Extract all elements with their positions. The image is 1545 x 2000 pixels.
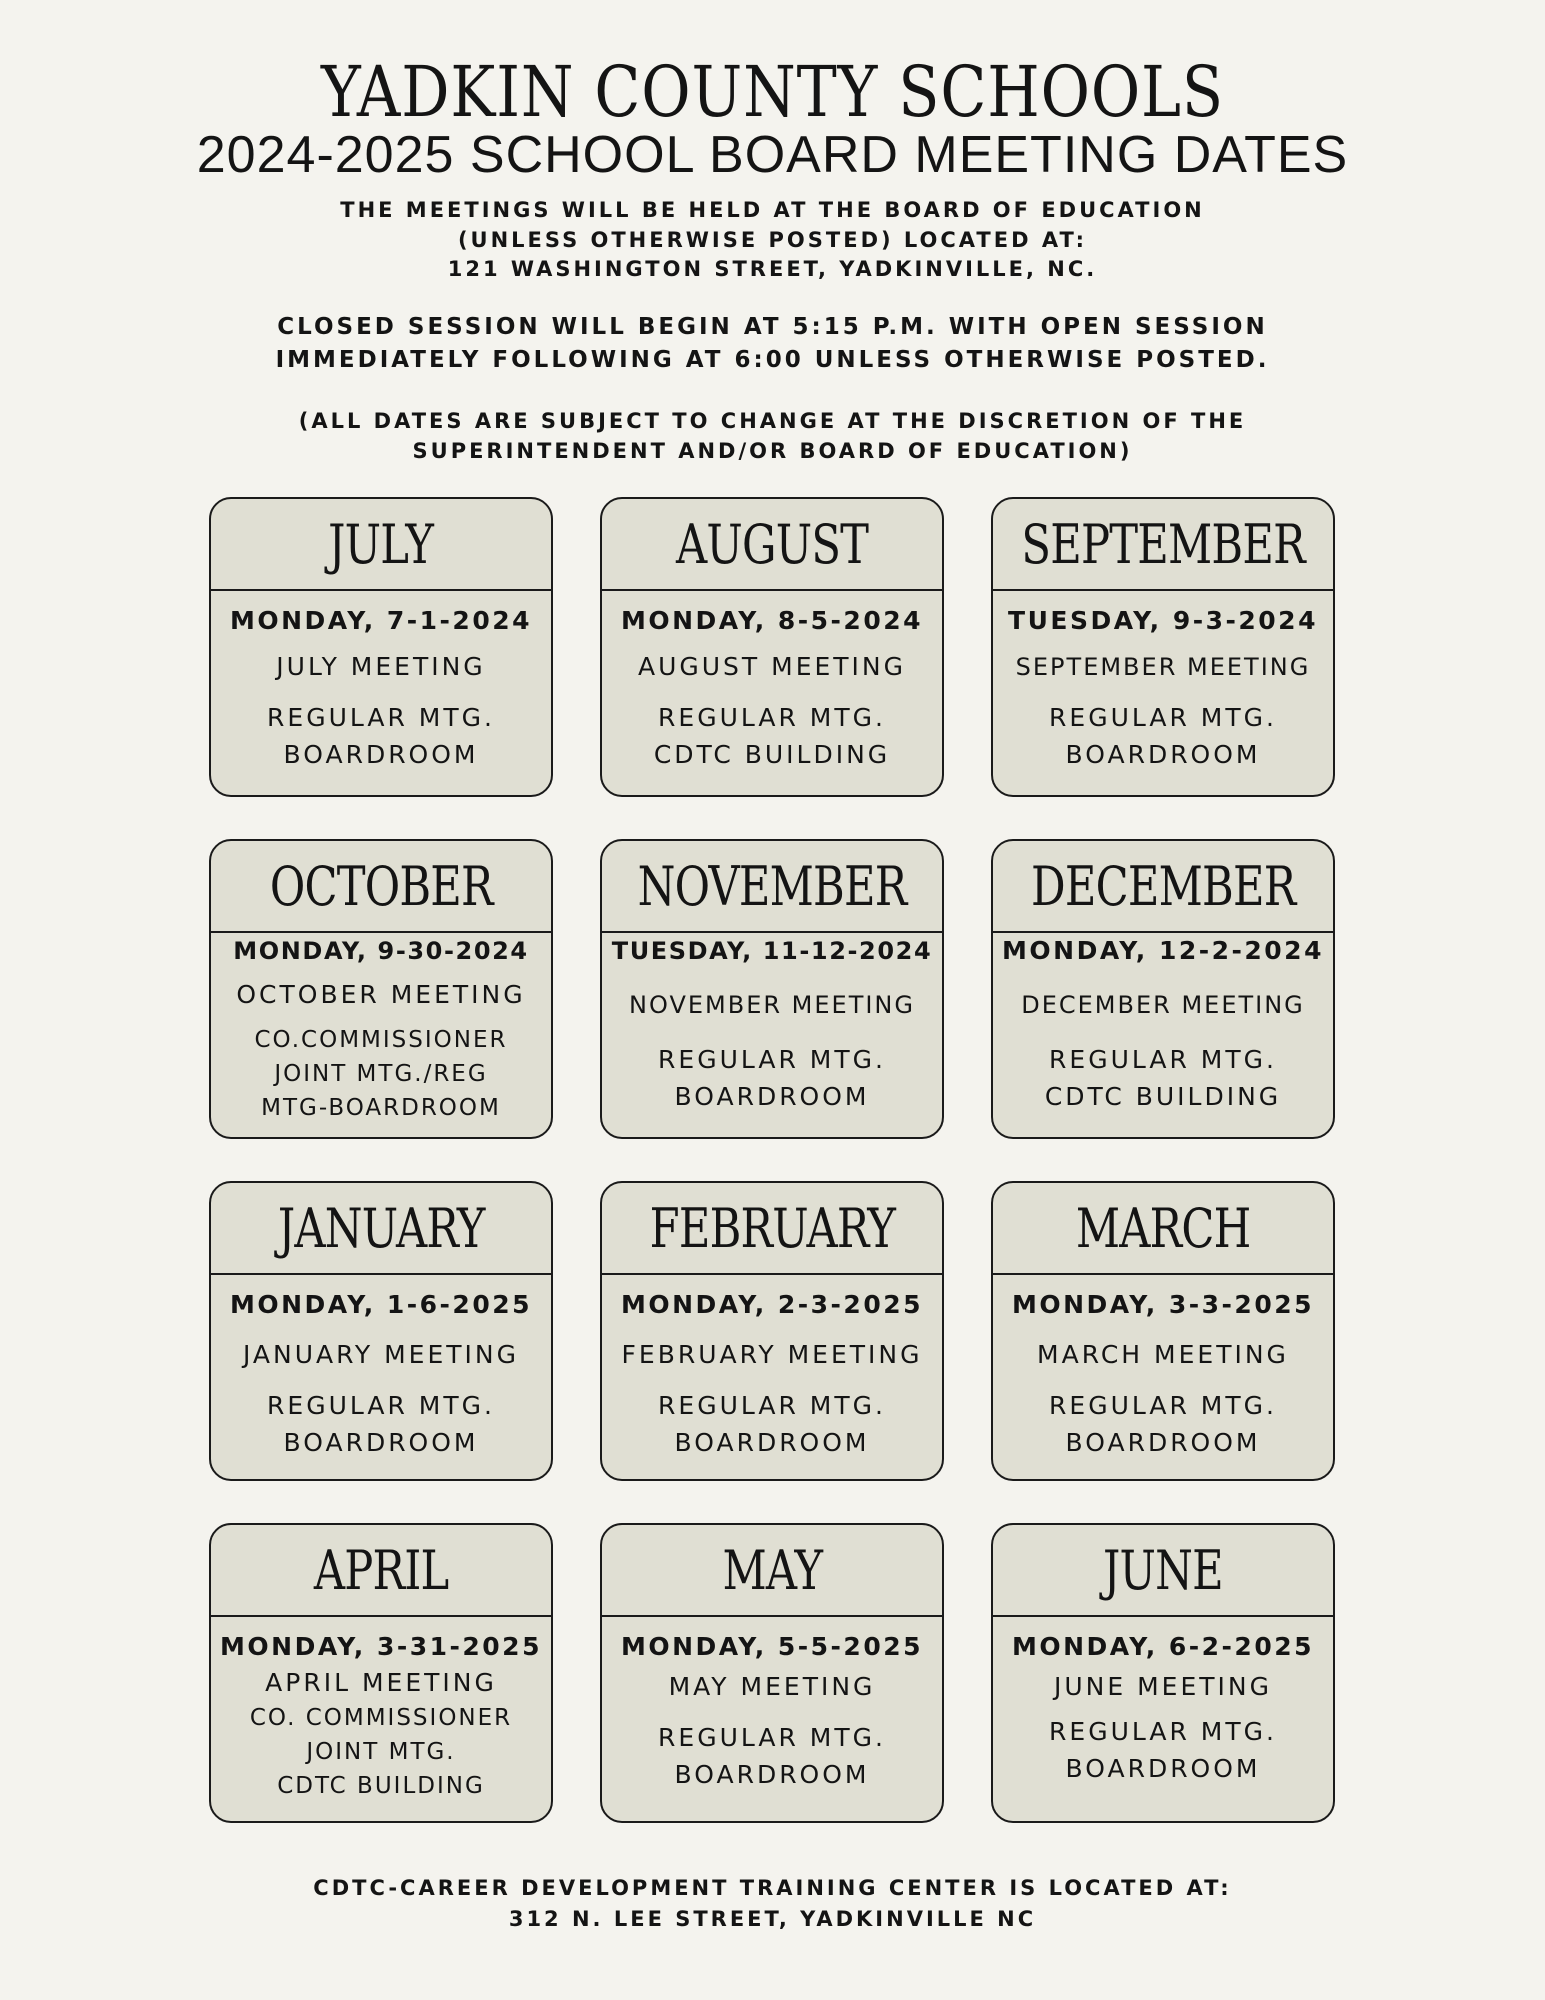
month-name: JANUARY bbox=[277, 1196, 485, 1260]
meeting-detail-line: BOARDROOM bbox=[1065, 1754, 1261, 1783]
month-header bbox=[602, 499, 942, 591]
meeting-date: MONDAY, 1-6-2025 bbox=[229, 1290, 533, 1319]
disclaimer bbox=[0, 407, 1545, 466]
meeting-details bbox=[602, 1387, 942, 1461]
meeting-detail-line: REGULAR MTG. bbox=[1049, 703, 1277, 732]
month-card-march bbox=[991, 1181, 1335, 1481]
meeting-date: MONDAY, 12-2-2024 bbox=[1002, 936, 1324, 965]
meeting-details bbox=[211, 1701, 551, 1803]
month-name: APRIL bbox=[313, 1538, 449, 1602]
month-card-may bbox=[600, 1523, 944, 1823]
meeting-date: TUESDAY, 9-3-2024 bbox=[1008, 606, 1318, 635]
month-header bbox=[602, 1525, 942, 1617]
meeting-detail-line: CO.COMMISSIONER bbox=[254, 1027, 508, 1053]
meeting-detail-line: REGULAR MTG. bbox=[658, 703, 886, 732]
month-name: MAY bbox=[722, 1538, 822, 1602]
meeting-name: JANUARY MEETING bbox=[242, 1340, 519, 1369]
meeting-detail-line: BOARDROOM bbox=[674, 1760, 870, 1789]
meeting-details bbox=[211, 1023, 551, 1125]
month-name: MARCH bbox=[1075, 1196, 1251, 1260]
month-card-october bbox=[209, 839, 553, 1139]
month-body bbox=[211, 933, 551, 1125]
month-header bbox=[211, 1183, 551, 1275]
disclaimer-line: SUPERINTENDENT AND/OR BOARD OF EDUCATION) bbox=[412, 438, 1133, 463]
session-info bbox=[0, 311, 1545, 377]
meeting-detail-line: CDTC BUILDING bbox=[277, 1773, 485, 1799]
meeting-detail-line: BOARDROOM bbox=[674, 1082, 870, 1111]
meeting-detail-line: JOINT MTG. bbox=[306, 1739, 456, 1765]
meeting-detail-line: CDTC BUILDING bbox=[1044, 1082, 1282, 1111]
month-name: SEPTEMBER bbox=[1021, 512, 1305, 576]
meeting-detail-line: REGULAR MTG. bbox=[1049, 1391, 1277, 1420]
meeting-detail-line: REGULAR MTG. bbox=[658, 1723, 886, 1752]
meeting-detail-line: REGULAR MTG. bbox=[658, 1045, 886, 1074]
month-body bbox=[993, 1617, 1333, 1787]
month-body bbox=[211, 1617, 551, 1803]
meeting-name: SEPTEMBER MEETING bbox=[1015, 653, 1311, 681]
meeting-details bbox=[602, 1041, 942, 1115]
meeting-detail-line: REGULAR MTG. bbox=[267, 1391, 495, 1420]
meeting-detail-line: BOARDROOM bbox=[1065, 1428, 1261, 1457]
month-header bbox=[602, 841, 942, 933]
meeting-details bbox=[602, 699, 942, 773]
month-body bbox=[602, 591, 942, 773]
meeting-details bbox=[211, 699, 551, 773]
meeting-name: OCTOBER MEETING bbox=[236, 980, 526, 1009]
meeting-date: MONDAY, 8-5-2024 bbox=[620, 606, 924, 635]
month-body bbox=[211, 1275, 551, 1461]
month-card-january bbox=[209, 1181, 553, 1481]
month-header bbox=[993, 1525, 1333, 1617]
month-body bbox=[602, 1275, 942, 1461]
meeting-date: MONDAY, 5-5-2025 bbox=[620, 1632, 924, 1661]
page-title: YADKIN COUNTY SCHOOLS bbox=[320, 51, 1224, 133]
month-card-july bbox=[209, 497, 553, 797]
location-line: (UNLESS OTHERWISE POSTED) LOCATED AT: bbox=[457, 227, 1088, 252]
month-header bbox=[211, 841, 551, 933]
month-name: NOVEMBER bbox=[637, 854, 907, 918]
meeting-details bbox=[211, 1387, 551, 1461]
meeting-date: MONDAY, 3-31-2025 bbox=[220, 1632, 542, 1661]
meeting-detail-line: REGULAR MTG. bbox=[1049, 1717, 1277, 1746]
disclaimer-line: (ALL DATES ARE SUBJECT TO CHANGE AT THE DISCRETION OF THE bbox=[298, 409, 1247, 433]
meeting-details bbox=[993, 1713, 1333, 1787]
meeting-date: MONDAY, 3-3-2025 bbox=[1011, 1290, 1315, 1319]
month-body bbox=[602, 933, 942, 1115]
meeting-detail-line: JOINT MTG./REG bbox=[274, 1061, 488, 1087]
footer bbox=[0, 1873, 1545, 1935]
meeting-details bbox=[602, 1719, 942, 1793]
meeting-detail-line: BOARDROOM bbox=[1065, 740, 1261, 769]
meeting-name: FEBRUARY MEETING bbox=[621, 1340, 923, 1369]
month-card-august bbox=[600, 497, 944, 797]
meeting-name: MAY MEETING bbox=[668, 1672, 876, 1701]
month-header bbox=[993, 499, 1333, 591]
footer-line: 312 N. LEE STREET, YADKINVILLE NC bbox=[508, 1907, 1037, 1931]
session-line: CLOSED SESSION WILL BEGIN AT 5:15 P.M. WITH OPEN SESSION bbox=[277, 314, 1268, 340]
month-card-september bbox=[991, 497, 1335, 797]
footer-line: CDTC-CAREER DEVELOPMENT TRAINING CENTER IS LOCATED AT: bbox=[313, 1876, 1232, 1900]
month-name: OCTOBER bbox=[269, 854, 493, 918]
meeting-detail-line: BOARDROOM bbox=[283, 1428, 479, 1457]
month-card-april bbox=[209, 1523, 553, 1823]
month-header bbox=[602, 1183, 942, 1275]
meeting-name: JULY MEETING bbox=[276, 652, 486, 681]
session-line: IMMEDIATELY FOLLOWING AT 6:00 UNLESS OTHERWISE POSTED. bbox=[275, 347, 1270, 373]
month-body bbox=[211, 591, 551, 773]
month-body bbox=[602, 1617, 942, 1793]
month-card-december bbox=[991, 839, 1335, 1139]
meeting-details bbox=[993, 699, 1333, 773]
month-card-february bbox=[600, 1181, 944, 1481]
month-name: JULY bbox=[328, 512, 434, 576]
page-subtitle: 2024-2025 SCHOOL BOARD MEETING DATES bbox=[196, 126, 1349, 184]
meeting-date: MONDAY, 7-1-2024 bbox=[229, 606, 533, 635]
month-body bbox=[993, 591, 1333, 773]
meeting-name: NOVEMBER MEETING bbox=[629, 991, 915, 1019]
month-header bbox=[993, 841, 1333, 933]
meeting-date: MONDAY, 6-2-2025 bbox=[1011, 1632, 1315, 1661]
month-card-june bbox=[991, 1523, 1335, 1823]
month-name: DECEMBER bbox=[1030, 854, 1296, 918]
month-card-november bbox=[600, 839, 944, 1139]
meeting-details bbox=[993, 1041, 1333, 1115]
meeting-name: APRIL MEETING bbox=[265, 1668, 497, 1697]
meeting-detail-line: REGULAR MTG. bbox=[658, 1391, 886, 1420]
meeting-name: MARCH MEETING bbox=[1037, 1340, 1289, 1369]
meeting-detail-line: MTG-BOARDROOM bbox=[261, 1095, 501, 1121]
location-line: THE MEETINGS WILL BE HELD AT THE BOARD OF EDUCATION bbox=[340, 198, 1205, 222]
meeting-date: TUESDAY, 11-12-2024 bbox=[611, 937, 933, 965]
meeting-detail-line: CO. COMMISSIONER bbox=[249, 1705, 513, 1731]
location-line: 121 WASHINGTON STREET, YADKINVILLE, NC. bbox=[447, 257, 1098, 281]
month-header bbox=[993, 1183, 1333, 1275]
meeting-detail-line: CDTC BUILDING bbox=[653, 740, 891, 769]
meeting-name: JUNE MEETING bbox=[1054, 1672, 1272, 1701]
meeting-date: MONDAY, 2-3-2025 bbox=[620, 1290, 924, 1319]
meeting-detail-line: BOARDROOM bbox=[283, 740, 479, 769]
meeting-detail-line: REGULAR MTG. bbox=[1049, 1045, 1277, 1074]
meeting-detail-line: REGULAR MTG. bbox=[267, 703, 495, 732]
month-name: JUNE bbox=[1103, 1538, 1223, 1602]
month-body bbox=[993, 1275, 1333, 1461]
meeting-name: AUGUST MEETING bbox=[637, 652, 907, 681]
meeting-detail-line: BOARDROOM bbox=[674, 1428, 870, 1457]
month-name: AUGUST bbox=[675, 512, 869, 576]
month-header bbox=[211, 499, 551, 591]
month-name: FEBRUARY bbox=[649, 1196, 895, 1260]
location-info bbox=[0, 196, 1545, 285]
month-body bbox=[993, 933, 1333, 1115]
meeting-details bbox=[993, 1387, 1333, 1461]
meeting-name: DECEMBER MEETING bbox=[1021, 991, 1305, 1019]
month-header bbox=[211, 1525, 551, 1617]
meeting-date: MONDAY, 9-30-2024 bbox=[233, 937, 529, 965]
